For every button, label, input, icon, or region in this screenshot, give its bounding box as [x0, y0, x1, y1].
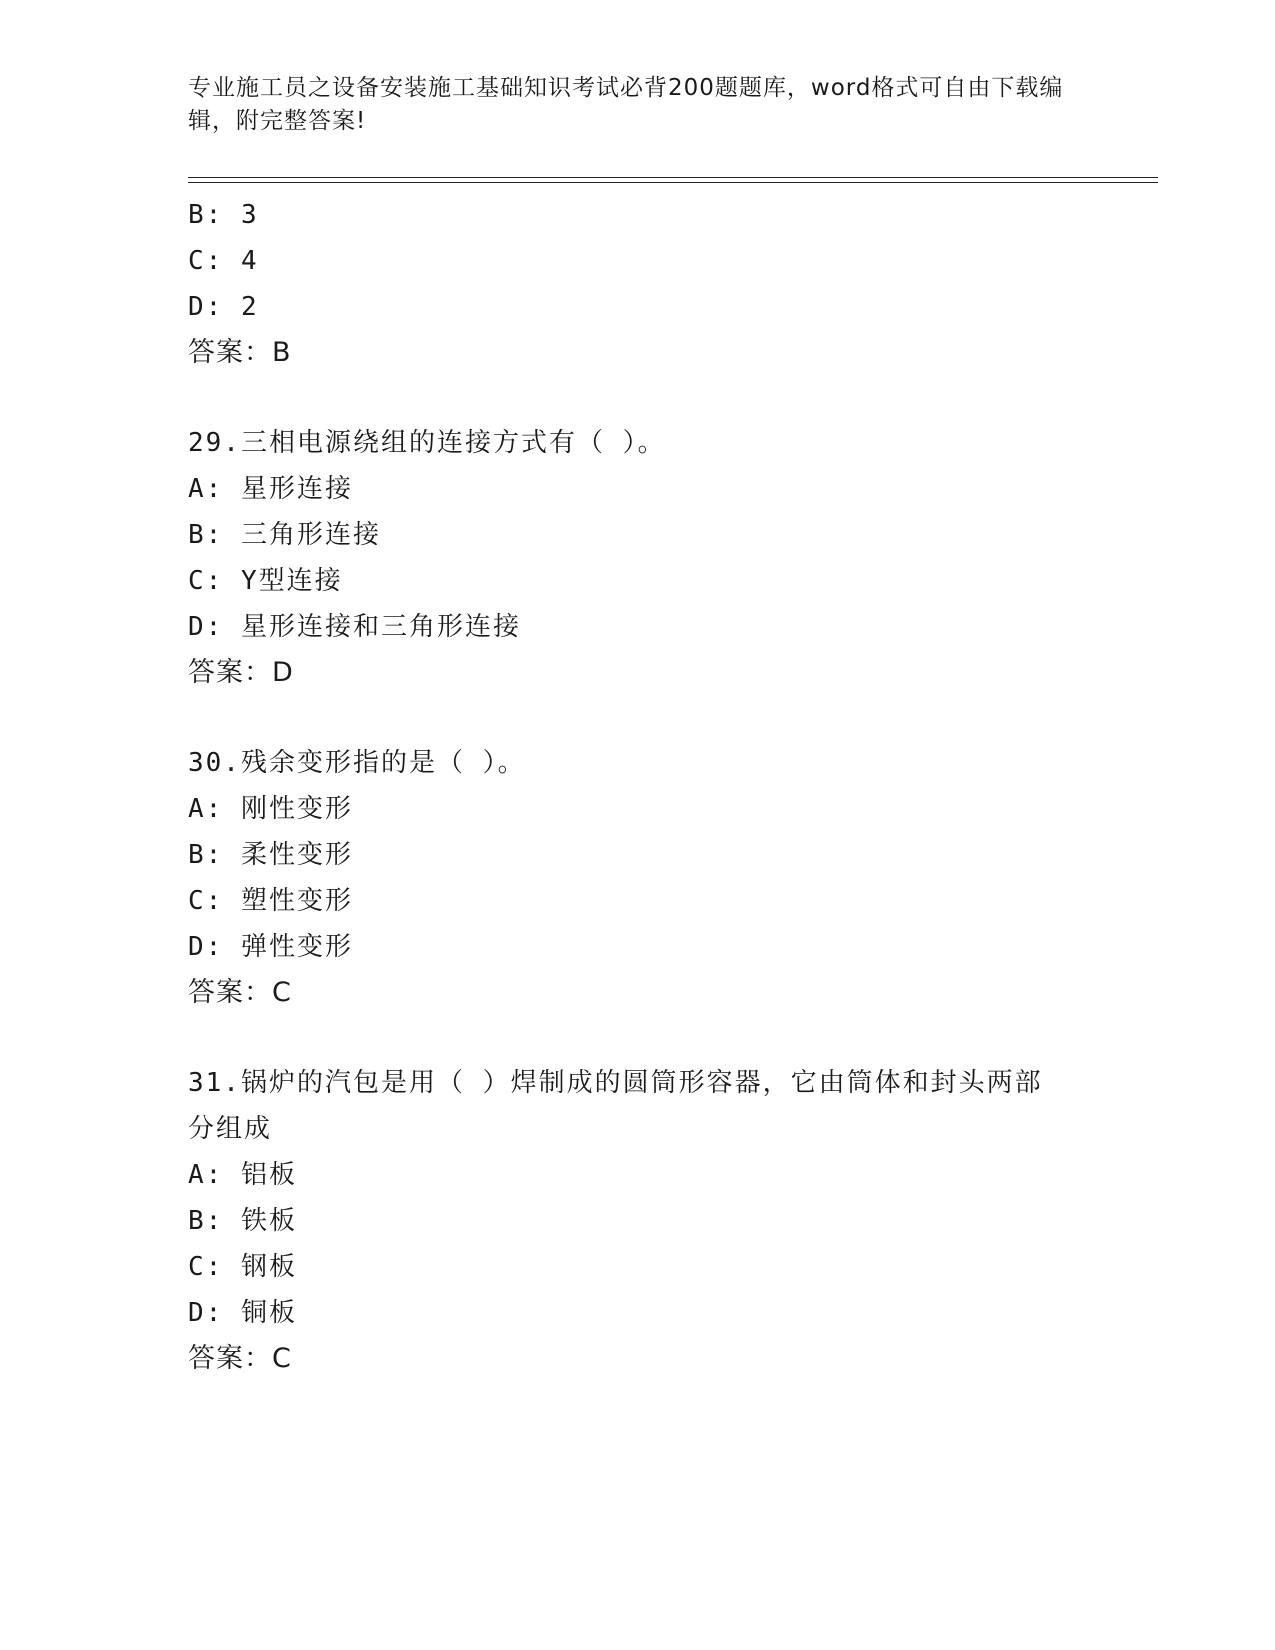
question-stem: 29.三相电源绕组的连接方式有（ ）。	[188, 428, 666, 458]
answer-line: 答案：B	[188, 337, 292, 368]
answer-line: 答案：C	[188, 1343, 292, 1374]
option-a: A: 刚性变形	[188, 794, 353, 824]
header-divider-top	[188, 177, 1158, 178]
option-c: C: 钢板	[188, 1252, 297, 1282]
option-c: C: Y型连接	[188, 566, 343, 596]
header-divider-bottom	[188, 182, 1158, 183]
option-b: B: 铁板	[188, 1206, 297, 1236]
option-a: A: 星形连接	[188, 474, 353, 504]
option-a: A: 铝板	[188, 1160, 297, 1190]
question-list	[188, 192, 1088, 1382]
question-29	[188, 420, 1088, 696]
document-header: 专业施工员之设备安装施工基础知识考试必背200题题库，word格式可自由下载编辑，附完整答案!	[188, 75, 1064, 134]
answer-line: 答案：C	[188, 977, 292, 1008]
option-d: D: 铜板	[188, 1298, 297, 1328]
option-b: B: 三角形连接	[188, 520, 381, 550]
option-c: C: 塑性变形	[188, 886, 353, 916]
question-30	[188, 740, 1088, 1016]
question-stem: 31.锅炉的汽包是用（ ）焊制成的圆筒形容器，它由筒体和封头两部分组成	[188, 1068, 1043, 1144]
option-b: B: 柔性变形	[188, 840, 353, 870]
option-c: C: 4	[188, 246, 259, 276]
question-31	[188, 1060, 1088, 1382]
question-stem: 30.残余变形指的是（ ）。	[188, 748, 526, 778]
answer-line: 答案：D	[188, 657, 294, 688]
option-d: D: 2	[188, 292, 259, 322]
option-b: B: 3	[188, 200, 259, 230]
option-d: D: 弹性变形	[188, 932, 353, 962]
previous-question-tail	[188, 192, 1088, 376]
option-d: D: 星形连接和三角形连接	[188, 612, 521, 642]
